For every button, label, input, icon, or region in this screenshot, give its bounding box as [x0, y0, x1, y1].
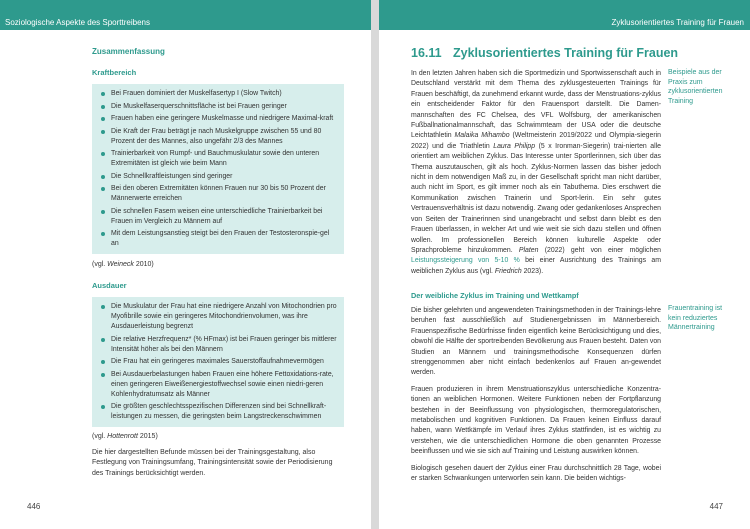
endurance-list [100, 302, 338, 422]
summary-heading: Zusammenfassung [92, 47, 165, 56]
section-title [411, 44, 701, 62]
left-page [0, 0, 371, 529]
endurance-box [92, 297, 344, 427]
header-edge-left [365, 0, 371, 30]
list-item: Die Schnellkraftleistungen sind geringer [100, 172, 338, 182]
list-item: Bei Frauen dominiert der Muskelfasertyp I (Slow Twitch) [100, 89, 338, 99]
person-name: Laura Philipp [493, 142, 536, 150]
list-item: Frauen haben eine geringere Muskelmasse und niedrigere Maximal-kraft [100, 114, 338, 124]
para-text: (Weltmeisterin 2019/2022 und Olympia-siegerin 2022) und die Triathletin [411, 132, 661, 150]
para-text: bei einer Ausrichtung des Trainings am weiblichen Zyklus aus (vgl. [411, 257, 661, 275]
body-paragraphs [411, 306, 661, 485]
citation-prefix: (vgl. [92, 433, 108, 440]
citation-author: Hottenrott [107, 433, 138, 440]
list-item: Die Frau hat ein geringeres maximales Sauerstoffaufnahmevermögen [100, 357, 338, 367]
section-number: 16.11 [411, 46, 442, 60]
endurance-citation [92, 432, 344, 442]
para-text: 2023). [521, 267, 544, 275]
running-head-left: Soziologische Aspekte des Sporttreibens [0, 0, 371, 30]
subheading-cycle: Der weibliche Zyklus im Training und Wettkampf [411, 291, 579, 300]
citation-prefix: (vgl. [92, 261, 108, 268]
section-title-text: Zyklusorientiertes Training für Frauen [453, 46, 679, 60]
person-name: Friedrich [494, 267, 522, 275]
page-number-right: 447 [709, 502, 723, 511]
list-item: Bei Ausdauerbelastungen haben Frauen eine höhere Fettoxidations-rate, einen geringeren Eiweißenergiestoffwechsel sowie einen niedri-geren Kohlenhydratumsatz als Männer [100, 370, 338, 400]
list-item: Die relative Herzfrequenz* (% HFmax) ist bei Frauen geringer bis mittlerer Intensität höher als bei den Männern [100, 335, 338, 355]
performance-link[interactable]: Leistungssteigerung von 5-10 % [411, 257, 520, 265]
right-page [379, 0, 750, 529]
para-text: (2022) geht von einer möglichen [538, 246, 661, 254]
header-edge-right [379, 0, 385, 30]
closing-paragraph: Die hier dargestellten Befunde müssen bei der Trainingsgestaltung, also Festlegung von Trainingsumfang, Trainingsintensität sowie der Periodisierung des Trainings berücksichtigt werden. [92, 449, 333, 477]
page-number-left: 446 [27, 502, 41, 511]
running-head-right: Zyklusorientiertes Training für Frauen [379, 0, 750, 30]
list-item: Bei den oberen Extremitäten können Frauen nur 30 bis 50 Prozent der Männerwerte erreichen [100, 184, 338, 204]
endurance-heading: Ausdauer [92, 281, 127, 290]
list-item: Mit dem Leistungsanstieg steigt bei den Frauen der Testosteronspie-gel an [100, 229, 338, 249]
list-item: Trainierbarkeit von Rumpf- und Bauchmuskulatur sowie den unteren Extremitäten ist gleich wie beim Mann [100, 149, 338, 169]
person-name: Malaika Mihambo [454, 132, 510, 140]
citation-suffix: 2010) [133, 261, 154, 268]
strength-box [92, 84, 344, 254]
list-item: Die Muskulatur der Frau hat eine niedrigere Anzahl von Mitochondrien pro Myofibrille sowie ein geringeres Mitochondrienvolumen, was ihre Ausdauerleistung begrenzt [100, 302, 338, 332]
para-text: (5 x Ironman-Siegerin) trai-nierten alle orientiert am weiblichen Zyklus. Das Interesse unter Sportlerinnen, sich über das Thema auszutauschen, gilt als hoch. Zyklus-Normen lassen das bisher jedoch nicht in dem notwendigen Maß zu, in der Gesellschaft spricht man nicht darüber, auch nicht im Sport, es gilt immer noch als ein Tabuthema. Dies erschwert die Kommunikation zwischen Trainerin und Sport-lerin. Ein sehr gutes Vertrauensverhältnis ist dazu notwendig. Zwang oder gedankenloses Ansprechen von Seiten der Trainerinnen sind unangebracht und selbst dann bleibt es den Frauen überlassen, in welcher Art und wie weit sie sich dazu stellen und öffnen wollen. Im professionellen Bereich können kulturelle Aspekte oder Sprachprobleme hinzukommen. [411, 142, 661, 254]
strength-list [100, 89, 338, 249]
para-text: In den letzten Jahren haben sich die Sportmedizin und Sportwissenschaft auch in Deutschland verstärkt mit dem Thema des zyklusgesteuerten Trainings für Frauen beschäftigt, da zunehmend erkannt wurde, dass der Menstruations-zyklus ein entscheidender Faktor für den Frauensport darstellt. Die Damen-mannschaften des FC Chelsea, des VFL Wolfsburg, der amerikanischen Fußballnationalmannschaft, das Schwimmteam der USA oder die deutsche Leichtathletin [411, 70, 661, 140]
citation-suffix: 2015) [137, 433, 158, 440]
paragraph: Frauen produzieren in ihrem Menstruationszyklus unterschiedliche Konzentra-tionen an weiblichen Hormonen. Weitere Funktionen neben der Fortpflanzung bestehen in der Beeinflussung von physiologischen, thermoregulatorischen, metabolischen und kognitiven Funktionen. Da Frauen keinen Einfluss darauf haben, wann Wettkämpfe im Verlauf ihres Zyklus stattfinden, ist es wichtig zu verstehen, wie die unterschiedlichen Hormone die oben genannten Prozesse beeinflussen und wie sie sich auf Training und Leistung auswirken können. [411, 385, 661, 456]
paragraph: Die bisher gelehrten und angewendeten Trainingsmethoden in der Trainings-lehre beruhen fast ausschließlich auf Studienergebnissen im Männerbereich. Frauenspezifische Bedürfnisse finden eigentlich keine Berücksichtigung und dies, obwohl die Hälfte der sportreibenden Bevölkerung aus Frauen besteht. Daten von Studien an Männern und trainingsmethodische Konsequenzen dürfen strenggenommen aber nicht einfach bedenkenlos auf Frauen an-gewendet werden. [411, 307, 661, 377]
list-item: Die größten geschlechtsspezifischen Differenzen sind bei Schnellkraft-leistungen zu messen, die geringsten beim Langstreckenschwimmen [100, 402, 338, 422]
summary-column [92, 46, 344, 479]
citation-author: Weineck [107, 261, 134, 268]
margin-note-practice: Beispiele aus der Praxis zum zyklusorientierten Training [668, 69, 723, 105]
list-item: Die schnellen Fasern weisen eine unterschiedliche Trainierbarkeit bei Frauen im Vergleich zu Männern auf [100, 207, 338, 227]
list-item: Die Kraft der Frau beträgt je nach Muskelgruppe zwischen 55 und 80 Prozent der des Mannes, also ungefähr 2/3 des Mannes [100, 127, 338, 147]
strength-heading: Kraftbereich [92, 68, 137, 77]
strength-citation [92, 260, 344, 270]
list-item: Die Muskelfaserquerschnittsfläche ist bei Frauen geringer [100, 102, 338, 112]
intro-paragraph [411, 69, 661, 277]
margin-note-training: Frauentraining ist kein reduziertes Männertraining [668, 305, 723, 331]
person-name: Platen [518, 246, 539, 254]
paragraph: Biologisch gesehen dauert der Zyklus einer Frau durchschnittlich 28 Tage, wobei er starken Schwankungen unterworfen sein kann. Die beiden wichtigs- [411, 464, 661, 483]
